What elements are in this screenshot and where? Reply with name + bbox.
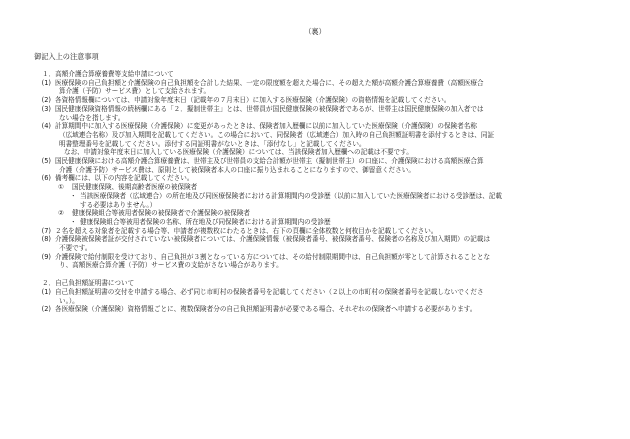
note-item bbox=[34, 122, 612, 131]
item-text: 国民健康保険資格情報の続柄欄にある「２．擬制世帯主」とは、世帯員が国民健康保険の被保険者であるが、世帯主は国民健康保険の加入者では bbox=[55, 104, 484, 113]
item-text-continued: なお、申請対象年度末日に加入している医療保険（介護保険）については、当該保険者加入歴欄への記載は不要です。 bbox=[64, 148, 413, 157]
item-text: ２名を超える対象者を記載する場合等、申請者が複数枚にわたるときは、右下の頁欄に全体枚数と何枚目かを記載してください。 bbox=[55, 226, 438, 235]
section-title: ２．自己負担額証明書について bbox=[42, 279, 135, 288]
item-number: (2) bbox=[41, 305, 51, 314]
sub-item-text: 国民健康保険、後期高齢者医療の被保険者 bbox=[72, 183, 198, 192]
item-number: (9) bbox=[41, 252, 51, 261]
item-number: (1) bbox=[41, 78, 51, 87]
item-number: (5) bbox=[41, 157, 51, 166]
item-number: (8) bbox=[41, 235, 51, 244]
item-text: 医療保険の自己負担額と介護保険の自己負担額を合計した結果、一定の限度額を超えた場合に、その超えた額が高額介護合算療養費（高額医療合 bbox=[55, 78, 484, 87]
item-text-continued: り、高額医療合算介護（予防）サービス費の支給がさない場合があります。 bbox=[59, 261, 283, 270]
item-text: 介護保険で給付制限を受けており、自己負担が３割となっている方については、その給付制限期間中は、自己負担額が零として計算されることとな bbox=[55, 252, 491, 261]
item-text: 備考欄には、以下の内容を記載してください。 bbox=[55, 174, 194, 183]
item-number: (7) bbox=[41, 226, 51, 235]
note-item bbox=[34, 288, 612, 297]
sub-item-text: 健康保険組合等被用者保険の被保険者で介護保険の被保険者 bbox=[72, 209, 251, 218]
item-text-continued: 介護（介護予防）サービス費は、原則として被保険者本人の口座に振り込まれることになりますので、御留意ください。 bbox=[59, 165, 415, 174]
note-item bbox=[34, 96, 612, 105]
item-text: 計算期間中に加入する医療保険（介護保険）に変更があったときは、保険者加入歴欄に以前に加入していた医療保険（介護保険）の保険者名称 bbox=[55, 122, 477, 131]
item-number: (1) bbox=[41, 287, 51, 296]
bullet-item bbox=[34, 218, 612, 227]
item-text-continued: 不要です。 bbox=[59, 244, 92, 253]
sub-item-number: ② bbox=[58, 209, 64, 218]
bullet-text-continued: する必要はありません。） bbox=[80, 200, 157, 209]
item-text: 各資格情報欄については、申請対象年度末日（記載年の７月末日）に加入する医療保険（介護保険）の資格情報を記載してください。 bbox=[55, 96, 451, 105]
item-text-continued: い。）。 bbox=[59, 296, 79, 305]
notes-content bbox=[34, 70, 612, 316]
item-text-continued: 明書整理番号を記載してください。添付する同証明書がないときは、「添付なし」と記載してください。 bbox=[59, 139, 366, 148]
bullet-text: 当該医療保険者（広域連合）の所在地及び同医療保険者における計算期間内の受診歴（以前に加入していた医療保険者における受診歴は、記載 bbox=[80, 191, 502, 200]
item-text-continued: 算介護（予防）サービス費）として支給されます。 bbox=[59, 87, 211, 96]
section bbox=[34, 279, 612, 314]
item-text: 各医療保険（介護保険）資格情報ごとに、複数保険者分の自己負担額証明書が必要である場合、それぞれの保険者へ申請する必要があります。 bbox=[55, 305, 477, 314]
item-text: 自己負担額証明書の交付を申請する場合、必ず同じ市町村の保険者番号を記載してください（２以上の市町村の保険者番号を記載しないでくださ bbox=[55, 287, 484, 296]
item-number: (4) bbox=[41, 122, 51, 131]
bullet-mark: ・ bbox=[70, 217, 77, 226]
section-title: １．高額介護合算療養費等支給申請について bbox=[42, 70, 174, 78]
item-number: (3) bbox=[41, 104, 51, 113]
sub-item bbox=[34, 183, 612, 192]
item-text-continued: ない場合を指します。 bbox=[59, 113, 125, 122]
note-item bbox=[34, 157, 612, 166]
item-text: 国民健康保険における高額介護合算療養費は、世帯主及び世帯員の支給合計額が世帯主（擬制世帯主）の口座に、介護保険における高額医療合算 bbox=[55, 157, 484, 166]
note-item bbox=[34, 105, 612, 114]
item-text-continued: （広域連合名称）及び加入期間を記載してください。この場合において、同保険者（広域連合）加入時の自己負担額証明書を添付するときは、同証 bbox=[59, 130, 495, 139]
page-marker: （裏） bbox=[304, 27, 326, 36]
section bbox=[34, 70, 612, 270]
bullet-item bbox=[34, 192, 612, 201]
note-item bbox=[34, 305, 612, 314]
note-item bbox=[34, 235, 612, 244]
sub-item bbox=[34, 209, 612, 218]
item-number: (6) bbox=[41, 174, 51, 183]
note-item bbox=[34, 174, 612, 183]
bullet-mark: ・ bbox=[70, 191, 77, 200]
sub-item-number: ① bbox=[58, 183, 64, 192]
document-title: 御記入上の注意事項 bbox=[34, 52, 99, 61]
bullet-text: 健康保険組合等被用者保険の名称、所在地及び同保険者における計算期間内の受診歴 bbox=[80, 217, 331, 226]
item-number: (2) bbox=[41, 96, 51, 105]
item-text: 介護保険被保険者証が交付されていない被保険者については、介護保険情報（被保険者番号、被保険者番号、保険者の名称及び加入期間）の記載は bbox=[55, 235, 491, 244]
